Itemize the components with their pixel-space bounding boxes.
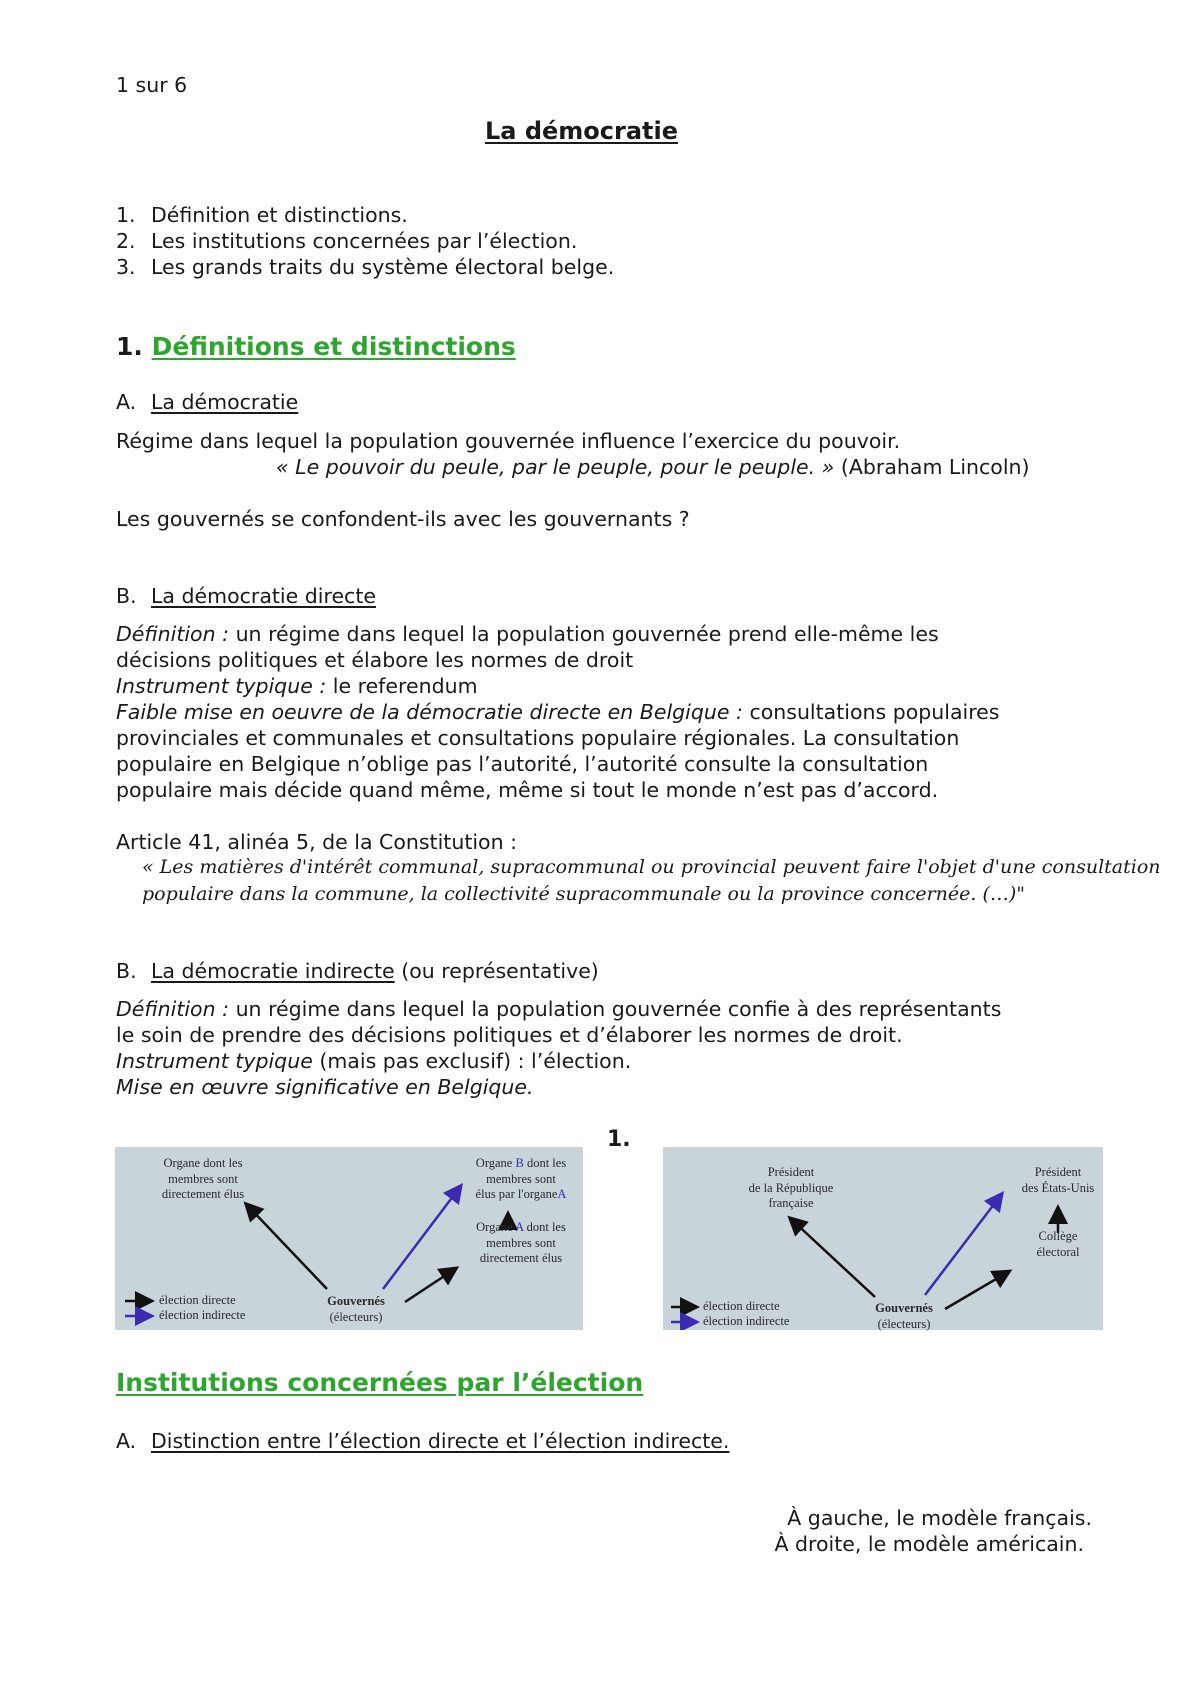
instrument-label: Instrument typique [116,1049,313,1073]
paragraph-line: populaire mais décide quand même, même si tout le monde n’est pas d’accord. [116,778,939,802]
diagram-american-model [663,1147,1103,1330]
direct-arrow [247,1205,327,1289]
page-title: La démocratie [485,117,679,145]
label-organ-a: Organe A dont les membres sont directement élus [476,1220,566,1265]
subsection-letter: B. [116,959,137,983]
toc-item: 1. [116,203,136,227]
legend-indirect: élection indirecte [159,1308,246,1322]
direct-arrow [945,1272,1008,1309]
diagram-french-model [115,1147,583,1330]
faible-label: Faible mise en oeuvre de la démocratie directe en Belgique : [116,700,743,724]
definition-text: Régime dans lequel la population gouvernée influence l’exercice du pouvoir. [116,429,901,453]
legend-indirect: élection indirecte [703,1314,790,1328]
toc-item-text: Définition et distinctions. [151,203,408,227]
article-quote-line: « Les matières d'intérêt communal, supracommunal ou provincial peuvent faire l'objet d'une consultation [142,856,1161,878]
label-french-president: Président de la République française [748,1165,834,1210]
definition-line [116,621,939,647]
toc-item-text: Les grands traits du système électoral belge. [151,255,615,279]
section-title: Définitions et distinctions [151,332,516,361]
subsection-title-line [151,958,599,984]
instrument-text: (mais pas exclusif) : l’élection. [319,1049,632,1073]
subsection-title: Distinction entre l’élection directe et l’élection indirecte. [151,1429,730,1453]
subsection-title: La démocratie indirecte [151,959,395,983]
legend-direct: élection directe [703,1299,780,1313]
faible-text: consultations populaires [749,700,1000,724]
definition-line: décisions politiques et élabore les normes de droit [116,648,634,672]
page-counter: 1 sur 6 [116,73,188,97]
indirect-arrow [925,1195,1001,1295]
label-governed: Gouvernés (électeurs) [327,1294,385,1324]
label-electoral-college: Collège électoral [1036,1229,1080,1259]
implementation-line: Mise en œuvre significative en Belgique. [116,1075,534,1099]
label-organ-b: Organe B dont les membres sont élus par l'organeA [475,1156,567,1201]
caption-left-model: À gauche, le modèle français. [787,1506,1092,1530]
definition-line: le soin de prendre des décisions politiques et d’élaborer les normes de droit. [116,1023,903,1047]
label-us-president: Président des États-Unis [1021,1165,1095,1195]
subsection-title: La démocratie [151,390,299,414]
subsection-letter: B. [116,584,137,608]
legend-direct: élection directe [159,1293,236,1307]
list-marker: 1. [607,1127,631,1152]
definition-label: Définition : [116,622,230,646]
direct-arrow [791,1219,875,1297]
subsection-letter: A. [116,1429,137,1453]
paragraph-line: populaire en Belgique n’oblige pas l’autorité, l’autorité consulte la consultation [116,752,929,776]
subsection-title: La démocratie directe [151,584,376,608]
definition-label: Définition : [116,997,230,1021]
subsection-letter: A. [116,390,137,414]
label-direct-organ: Organe dont les membres sont directement élus [161,1156,245,1201]
toc-item: 2. [116,229,136,253]
subsection-suffix: (ou représentative) [401,959,599,983]
instrument-line [116,1048,631,1074]
section-heading [116,334,516,360]
label-governed: Gouvernés (électeurs) [875,1301,933,1331]
instrument-label: Instrument typique : [116,674,327,698]
toc-item-text: Les institutions concernées par l’élection. [151,229,578,253]
caption-right-model: À droite, le modèle américain. [774,1532,1084,1556]
article-quote-line: populaire dans la commune, la collectivité supracommunale ou la province concernée. (…)" [142,883,1026,905]
definition-line [116,996,1001,1022]
definition-text: un régime dans lequel la population gouvernée prend elle-même les [235,622,939,646]
faible-line [116,699,999,725]
quote-author: (Abraham Lincoln) [840,455,1030,479]
lincoln-quote [276,454,1030,480]
section-title: Institutions concernées par l’élection [116,1368,644,1397]
paragraph-line: provinciales et communales et consultations populaire régionales. La consultation [116,726,960,750]
article-reference: Article 41, alinéa 5, de la Constitution : [116,830,518,854]
section-number: 1. [116,332,143,361]
toc-item: 3. [116,255,136,279]
question-text: Les gouvernés se confondent-ils avec les gouvernants ? [116,507,690,531]
direct-arrow [405,1269,455,1302]
quote-text: « Le pouvoir du peule, par le peuple, pour le peuple. » [276,455,835,479]
instrument-text: le referendum [332,674,478,698]
definition-text: un régime dans lequel la population gouvernée confie à des représentants [235,997,1002,1021]
instrument-line [116,673,478,699]
